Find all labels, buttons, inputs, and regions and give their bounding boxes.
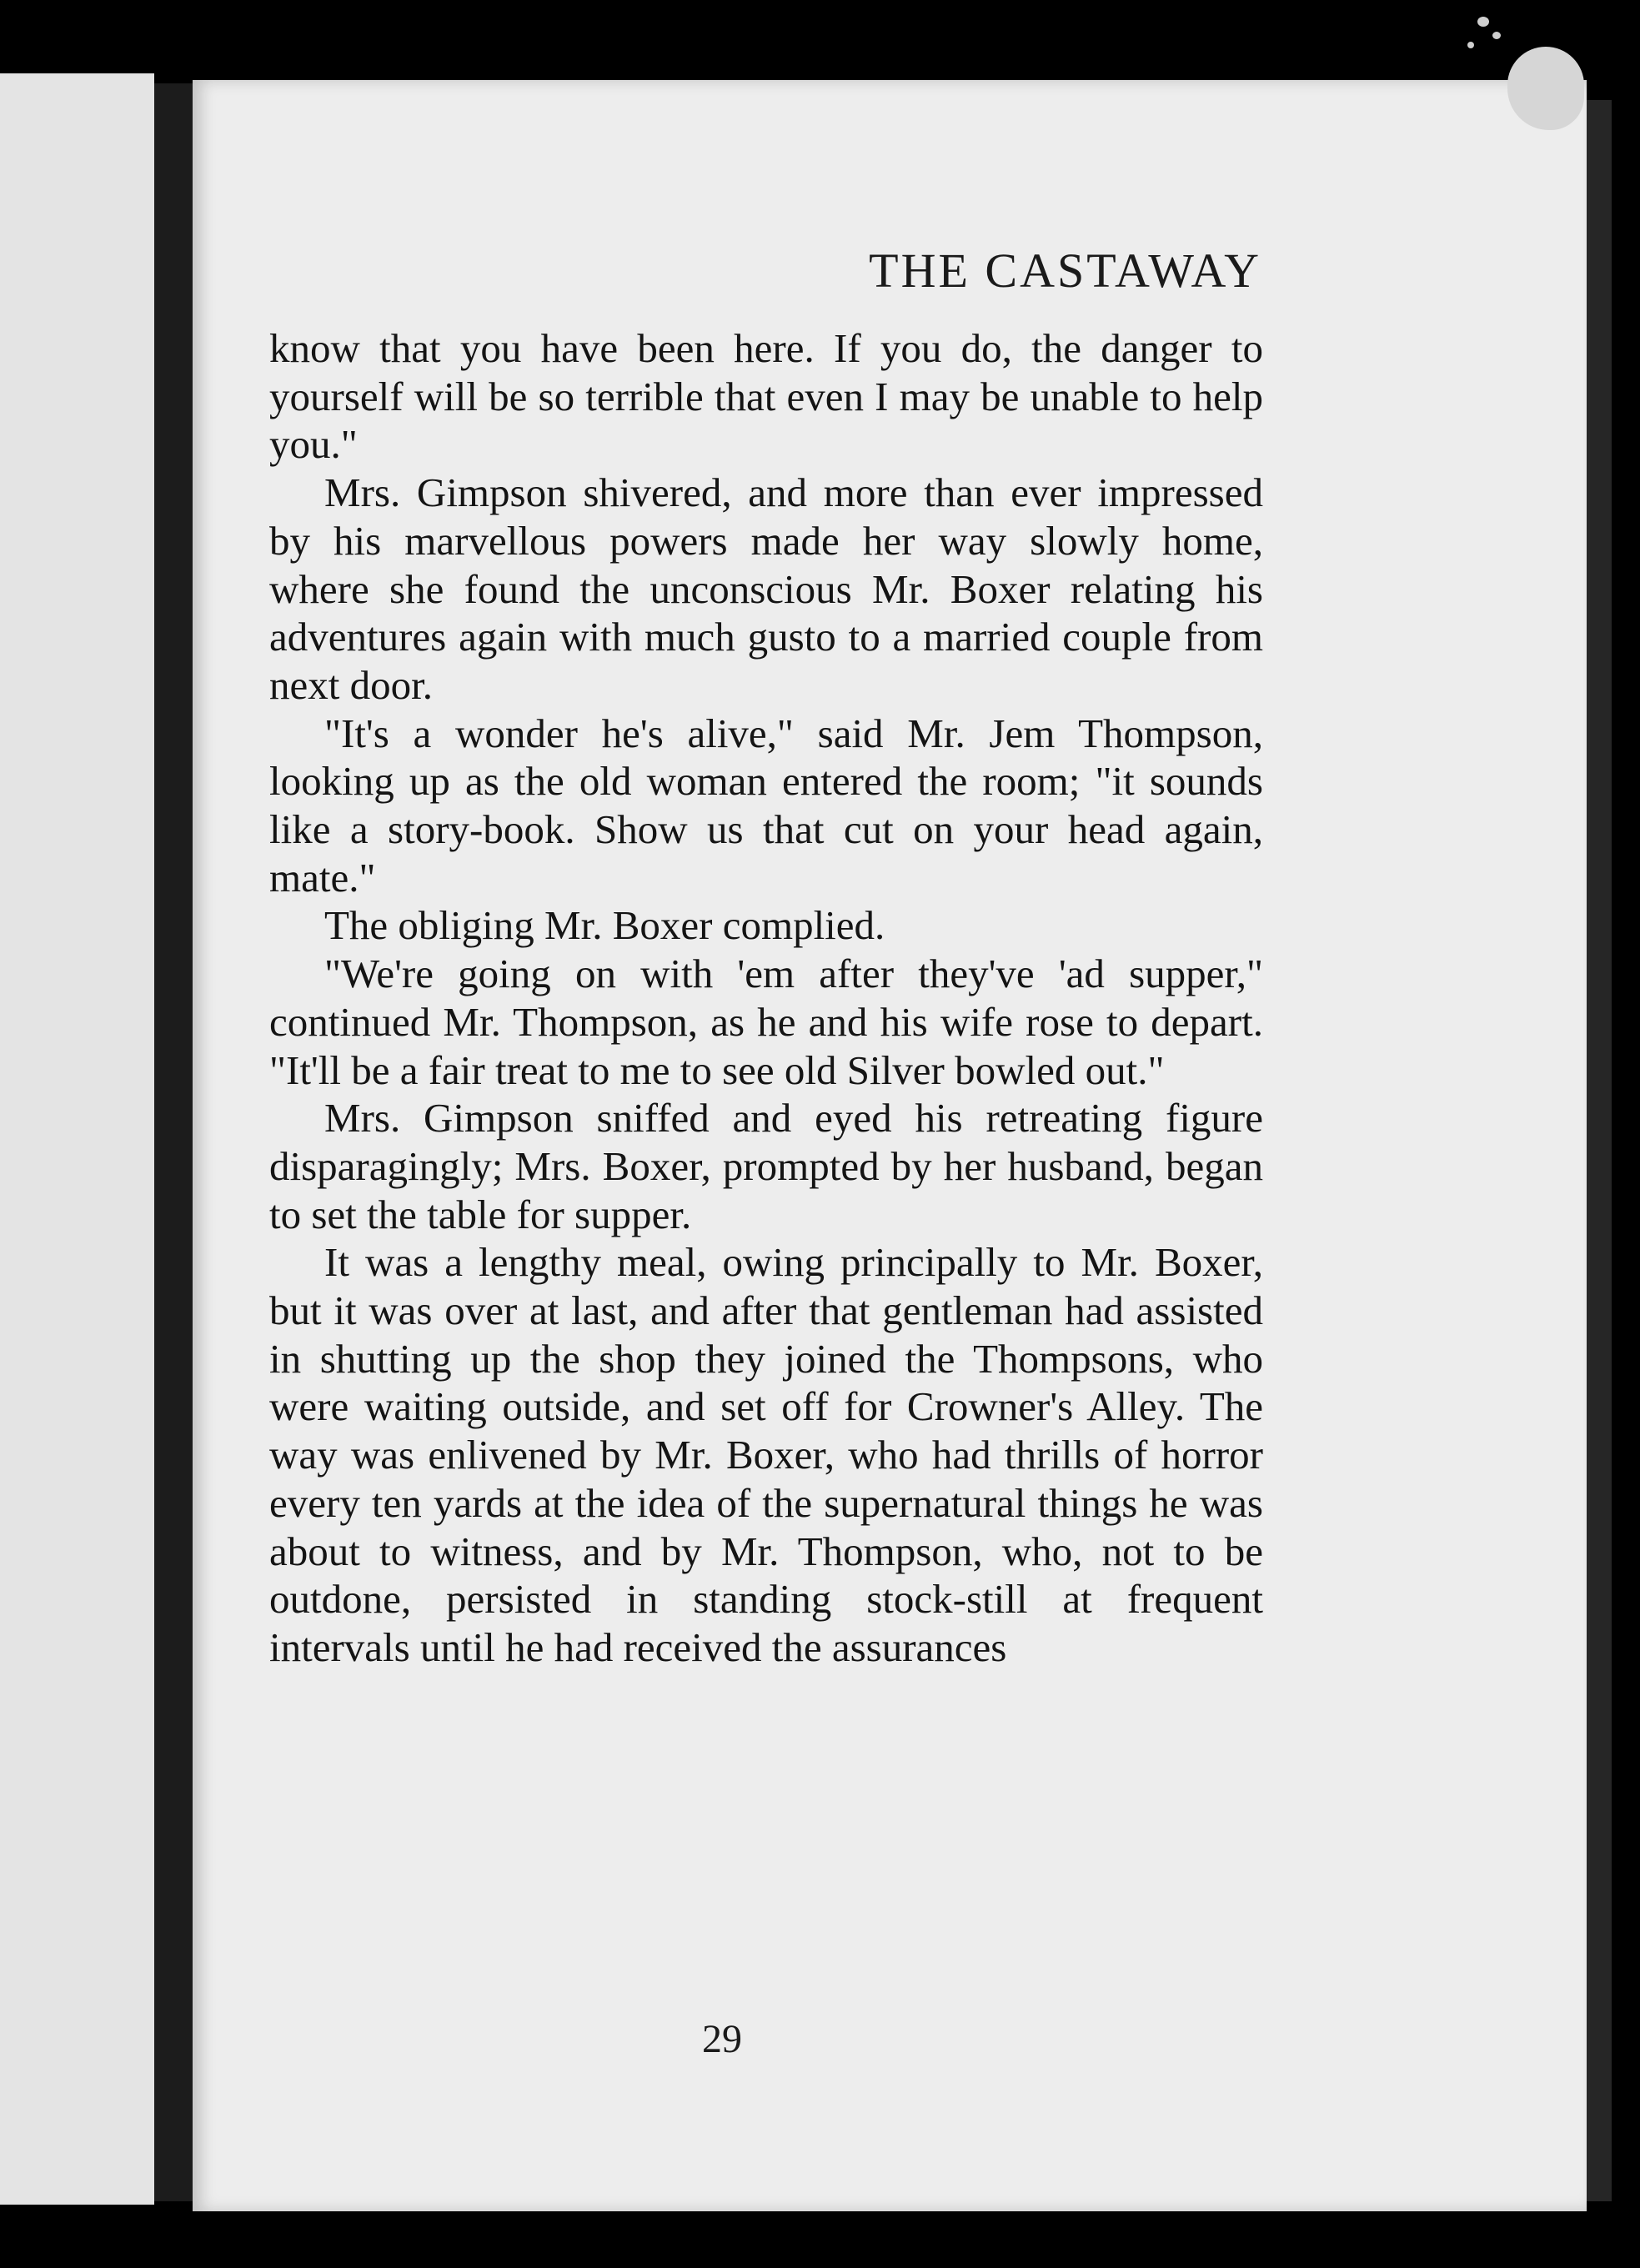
paragraph: "We're going on with 'em after they've 'ad supper," continued Mr. Thompson, as he and his wife rose to depart. "It'll be a fair treat to me to see old Silver bowled out." — [269, 951, 1263, 1093]
paragraph: Mrs. Gimpson sniffed and eyed his retreating figure disparagingly; Mrs. Boxer, prompted by her husband, began to set the table for supper. — [269, 1095, 1263, 1237]
scan-speck — [1467, 42, 1474, 48]
page-edge-shadow — [1587, 100, 1612, 2201]
paragraph: know that you have been here. If you do, the danger to yourself will be so terrible that even I may be unable to help you." — [269, 325, 1263, 468]
running-title: THE CASTAWAY — [869, 243, 1261, 298]
scan-blemish — [1507, 47, 1584, 130]
scan-speck — [1492, 32, 1501, 39]
paragraph: "It's a wonder he's alive," said Mr. Jem Thompson, looking up as the old woman entered the room; "it sounds like a story-book. Show us that cut on your head again, mate." — [269, 710, 1263, 901]
paragraph: The obliging Mr. Boxer complied. — [324, 902, 885, 949]
scan-speck — [1477, 17, 1489, 27]
paragraph: Mrs. Gimpson shivered, and more than ever impressed by his marvellous powers made her way slowly home, where she found the unconscious Mr. Boxer relating his adventures again with much gusto to a married couple from next door. — [269, 469, 1263, 708]
book-page — [193, 80, 1587, 2211]
facing-page-edge — [0, 73, 154, 2205]
book-gutter — [154, 83, 193, 2201]
body-text — [269, 324, 1263, 1672]
paragraph: It was a lengthy meal, owing principally to Mr. Boxer, but it was over at last, and after that gentleman had assisted in shutting up the shop they joined the Thompsons, who were waiting outside, and set off for Crowner's Alley. The way was enlivened by Mr. Boxer, who had thrills of horror every ten yards at the idea of the supernatural things he was about to witness, and by Mr. Thompson, who, not to be outdone, persisted in standing stock-still at frequent intervals until he had received the assurances — [269, 1239, 1263, 1670]
page-number: 29 — [702, 2017, 742, 2061]
